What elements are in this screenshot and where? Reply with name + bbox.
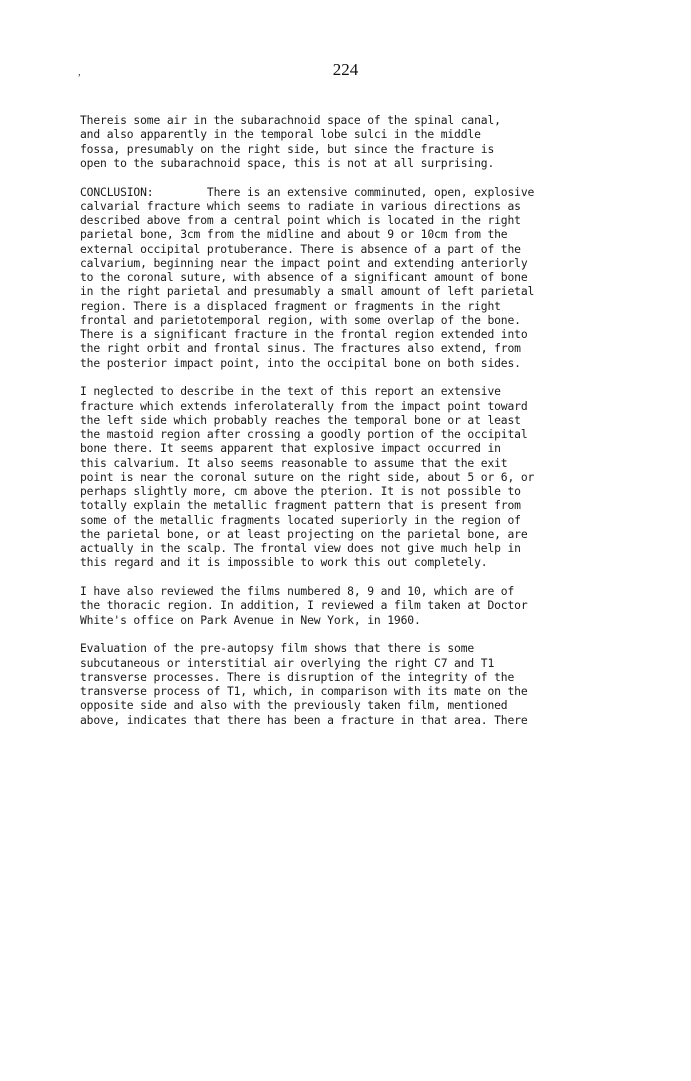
text-line: point is near the coronal suture on the right side, about 5 or 6, or <box>80 469 535 484</box>
text-line: Thereis some air in the subarachnoid space of the spinal canal, <box>80 113 501 127</box>
paragraph-1 <box>80 113 640 170</box>
text-line: White's office on Park Avenue in New York, in 1960. <box>80 612 421 627</box>
paragraph-3 <box>80 384 640 569</box>
text-line: totally explain the metallic fragment pattern that is present from <box>80 498 521 513</box>
text-line: to the coronal suture, with absence of a significant amount of bone <box>80 270 528 284</box>
document-body <box>80 113 640 741</box>
text-line: fracture which extends inferolaterally from the impact point toward <box>80 398 528 413</box>
text-line: Evaluation of the pre-autopsy film shows that there is some <box>80 641 475 656</box>
text-line: calvarial fracture which seems to radiate in various directions as <box>80 198 521 213</box>
text-line: frontal and parietotemporal region, with some overlap of the bone. <box>80 312 521 327</box>
text-line: parietal bone, 3cm from the midline and about 9 or 10cm from the <box>80 227 508 242</box>
text-line: this calvarium. It also seems reasonable to assume that the exit <box>80 455 508 470</box>
text-line: CONCLUSION: There is an extensive comminuted, open, explosive <box>80 184 535 199</box>
text-line: in the right parietal and presumably a small amount of left parietal <box>80 284 535 299</box>
text-line: the right orbit and frontal sinus. The fractures also extend, from <box>80 341 521 356</box>
text-line: region. There is a displaced fragment or fragments in the right <box>80 298 501 313</box>
text-line: subcutaneous or interstitial air overlying the right C7 and T1 <box>80 655 495 670</box>
text-line: perhaps slightly more, cm above the pterion. It is not possible to <box>80 484 521 498</box>
text-line: the left side which probably reaches the temporal bone or at least <box>80 412 521 427</box>
text-line: the thoracic region. In addition, I reviewed a film taken at Doctor <box>80 598 528 613</box>
text-line: above, indicates that there has been a fracture in that area. There <box>80 712 528 727</box>
paragraph-4 <box>80 584 640 627</box>
text-line: open to the subarachnoid space, this is not at all surprising. <box>80 155 495 170</box>
text-line: I have also reviewed the films numbered 8, 9 and 10, which are of <box>80 584 515 598</box>
text-line: described above from a central point which is located in the right <box>80 213 521 227</box>
text-line: actually in the scalp. The frontal view does not give much help in <box>80 541 521 555</box>
text-line: bone there. It seems apparent that explosive impact occurred in <box>80 441 501 456</box>
text-line: calvarium, beginning near the impact point and extending anteriorly <box>80 255 528 270</box>
text-line: this regard and it is impossible to work this out completely. <box>80 555 488 570</box>
text-line: external occipital protuberance. There is absence of a part of the <box>80 241 521 256</box>
text-line: transverse process of T1, which, in comparison with its mate on the <box>80 684 528 698</box>
stray-mark: , <box>78 66 81 78</box>
paragraph-2 <box>80 185 640 370</box>
text-line: the mastoid region after crossing a goodly portion of the occipital <box>80 427 528 441</box>
text-line: I neglected to describe in the text of this report an extensive <box>80 384 501 399</box>
text-line: the posterior impact point, into the occipital bone on both sides. <box>80 355 521 370</box>
text-line: There is a significant fracture in the frontal region extended into <box>80 327 528 341</box>
text-line: transverse processes. There is disruption of the integrity of the <box>80 669 515 684</box>
text-line: some of the metallic fragments located superiorly in the region of <box>80 512 521 527</box>
text-line: fossa, presumably on the right side, but since the fracture is <box>80 141 495 156</box>
page-number: 224 <box>332 60 359 79</box>
text-line: opposite side and also with the previously taken film, mentioned <box>80 698 508 713</box>
paragraph-5 <box>80 641 640 727</box>
text-line: and also apparently in the temporal lobe sulci in the middle <box>80 127 481 142</box>
text-line: the parietal bone, or at least projecting on the parietal bone, are <box>80 526 528 541</box>
